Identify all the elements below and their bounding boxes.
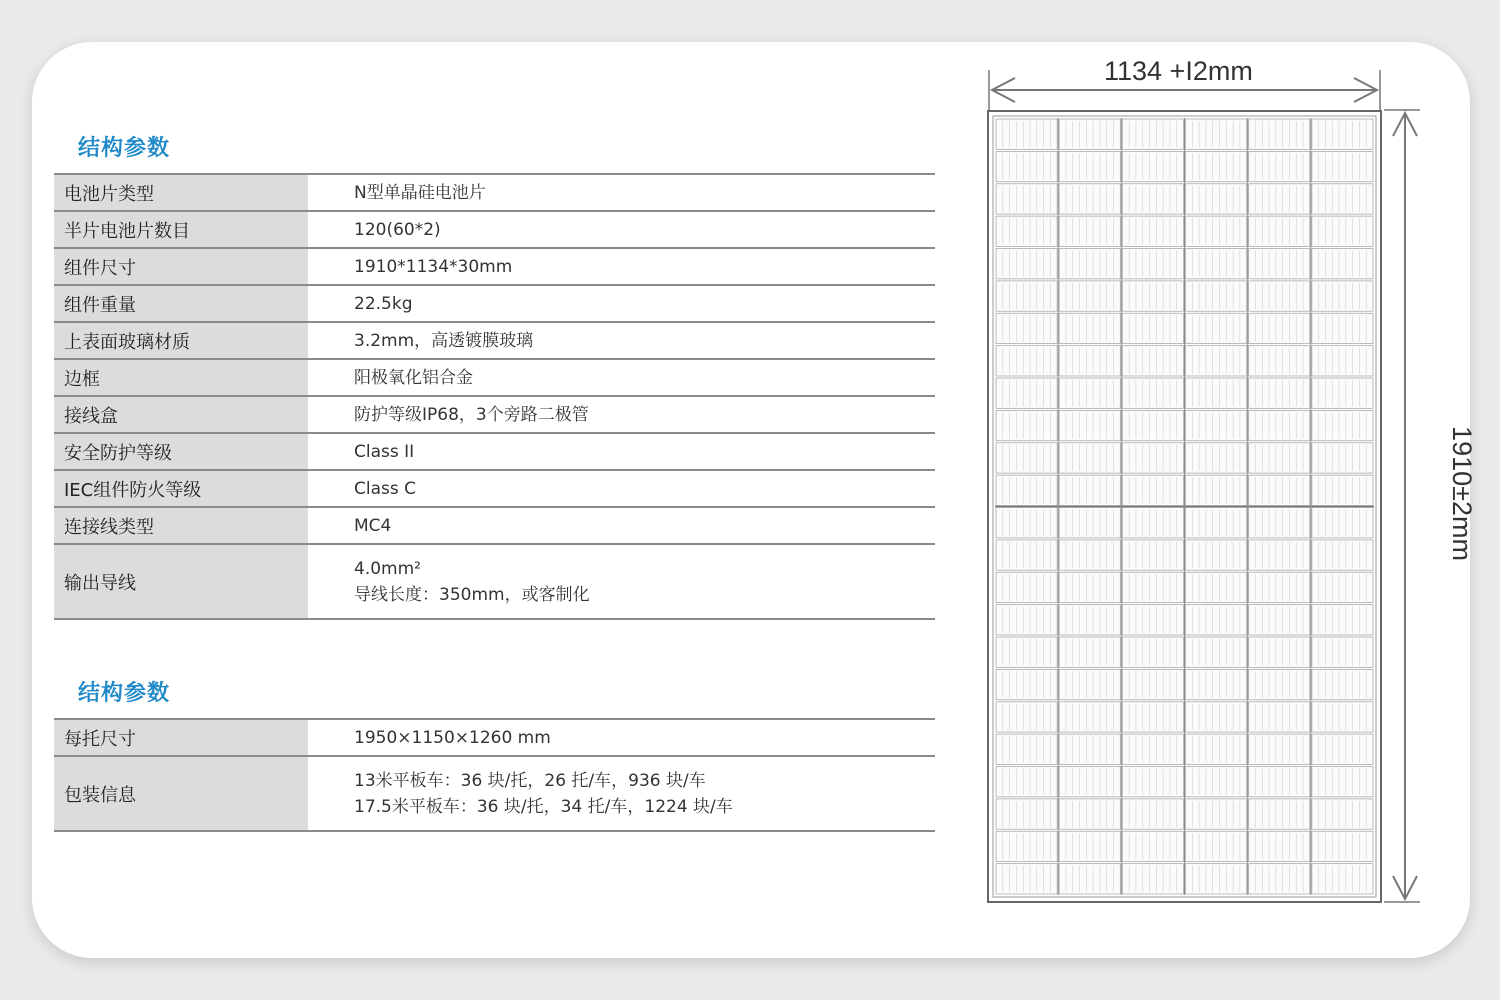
spec-row	[54, 434, 935, 471]
packaging-row-value	[308, 720, 935, 755]
spec-row	[54, 545, 935, 620]
spec-row-value	[308, 545, 935, 618]
spec-row	[54, 471, 935, 508]
spec-row-label: 组件尺寸	[54, 249, 308, 284]
packaging-row-label: 每托尺寸	[54, 720, 308, 755]
spec-row-label: 上表面玻璃材质	[54, 323, 308, 358]
spec-row-value	[308, 286, 935, 321]
spec-row-label: IEC组件防火等级	[54, 471, 308, 506]
spec-row-value	[308, 397, 935, 432]
packaging-row	[54, 720, 935, 757]
spec-row-value	[308, 434, 935, 469]
packaging-row	[54, 757, 935, 832]
spec-row-value	[308, 212, 935, 247]
spec-row-value-line: N型单晶硅电池片	[354, 182, 486, 203]
spec-row-value-line: 120(60*2)	[354, 219, 441, 240]
packaging-row-label: 包装信息	[54, 757, 308, 830]
spec-row-label: 电池片类型	[54, 175, 308, 210]
spec-row-value	[308, 249, 935, 284]
spec-row-label: 输出导线	[54, 545, 308, 618]
spec-row	[54, 323, 935, 360]
spec-row-value	[308, 175, 935, 210]
spec-row	[54, 175, 935, 212]
spec-row-value	[308, 323, 935, 358]
spec-row-value-line: 4.0mm²	[354, 558, 421, 579]
spec-row	[54, 397, 935, 434]
height-dimension-label: 1910±2mm	[1446, 426, 1477, 561]
spec-table-structure	[54, 173, 935, 620]
spec-row-value	[308, 471, 935, 506]
spec-row-label: 连接线类型	[54, 508, 308, 543]
spec-row-label: 半片电池片数目	[54, 212, 308, 247]
spec-row	[54, 360, 935, 397]
spec-row-value-line: MC4	[354, 515, 392, 536]
spec-row-label: 边框	[54, 360, 308, 395]
spec-row-value-line: Class C	[354, 478, 416, 499]
width-dimension-label: 1134 +I2mm	[1104, 56, 1253, 86]
spec-row-label: 组件重量	[54, 286, 308, 321]
spec-row-value-line: 22.5kg	[354, 293, 413, 314]
spec-table-packaging	[54, 718, 935, 832]
spec-row-value-line: 3.2mm，高透镀膜玻璃	[354, 330, 534, 351]
spec-row	[54, 286, 935, 323]
spec-row-value-line: 阳极氧化铝合金	[354, 367, 473, 388]
packaging-row-value-line: 17.5米平板车：36 块/托，34 托/车，1224 块/车	[354, 796, 733, 817]
packaging-row-value	[308, 757, 935, 830]
spec-row-value	[308, 360, 935, 395]
section-title-structure: 结构参数	[78, 136, 171, 161]
packaging-row-value-line: 13米平板车：36 块/托，26 托/车，936 块/车	[354, 770, 706, 791]
spec-row-label: 接线盒	[54, 397, 308, 432]
section-title-packaging: 结构参数	[78, 681, 171, 706]
packaging-row-value-line: 1950×1150×1260 mm	[354, 727, 551, 748]
spec-row	[54, 249, 935, 286]
spec-row-value-line: 导线长度：350mm，或客制化	[354, 584, 590, 605]
spec-row-value-line: 1910*1134*30mm	[354, 256, 513, 277]
spec-row	[54, 508, 935, 545]
spec-row-value-line: Class II	[354, 441, 415, 462]
spec-row	[54, 212, 935, 249]
spec-row-value	[308, 508, 935, 543]
spec-row-value-line: 防护等级IP68，3个旁路二极管	[354, 404, 589, 425]
spec-row-label: 安全防护等级	[54, 434, 308, 469]
